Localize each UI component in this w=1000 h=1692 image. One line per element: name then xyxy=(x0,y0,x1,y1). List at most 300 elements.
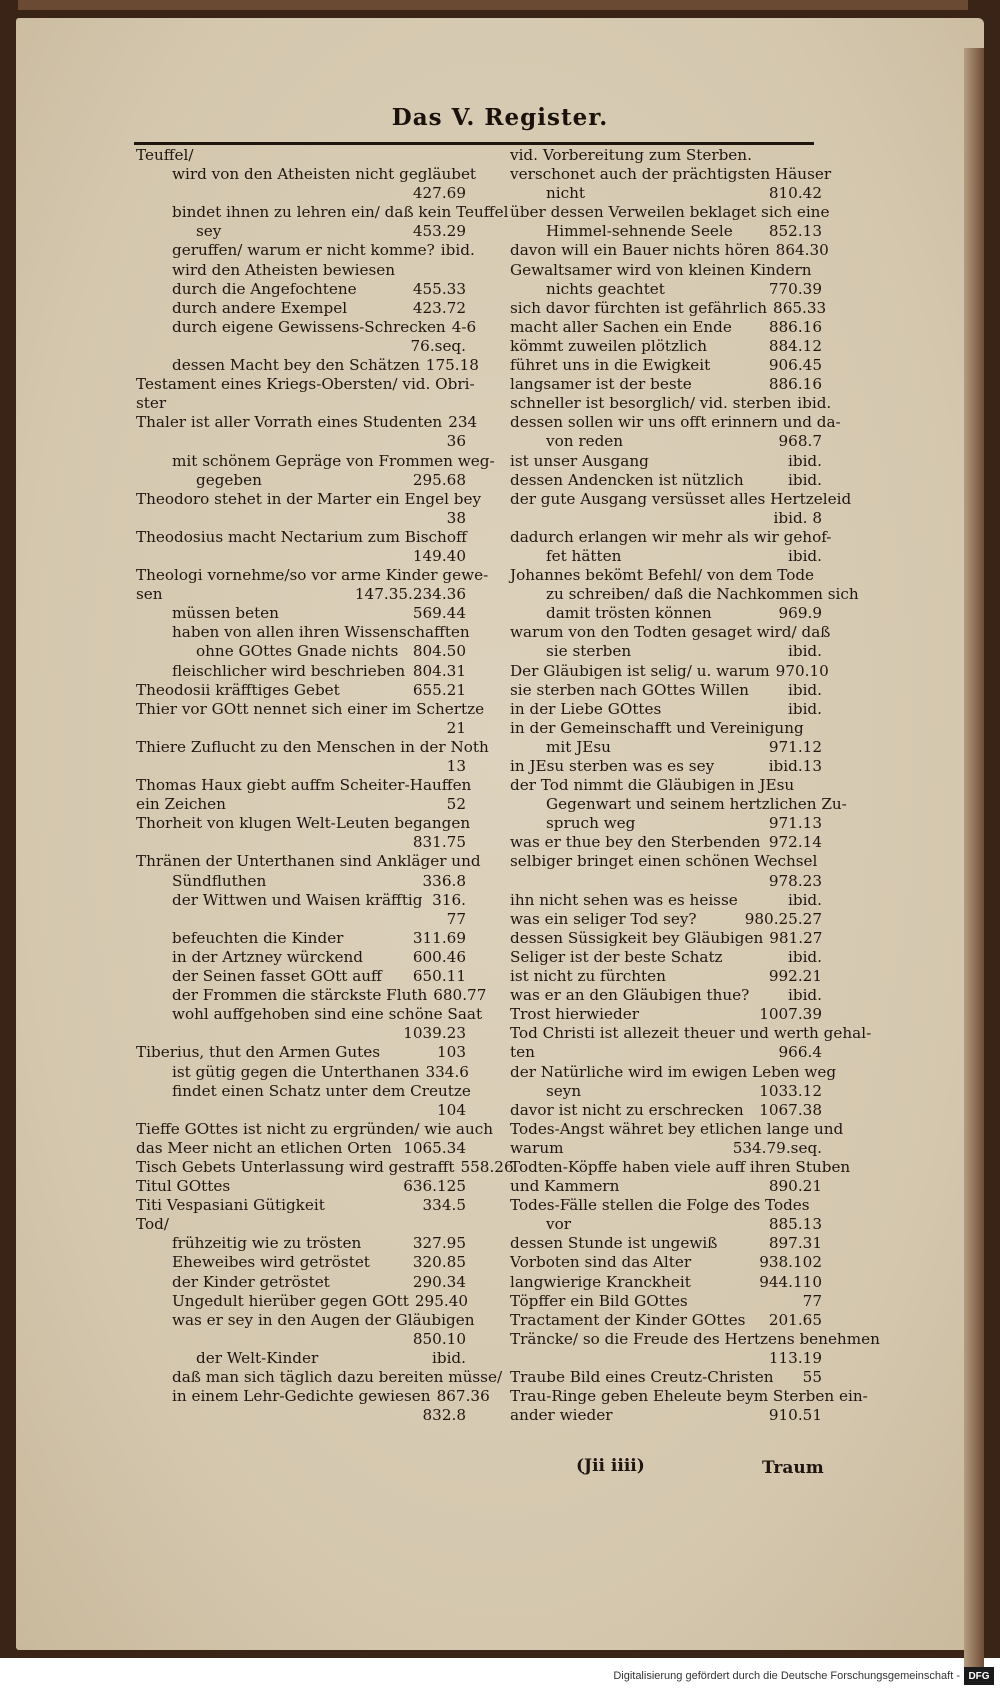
index-entry-page: 534.79.seq. xyxy=(732,1138,822,1157)
index-entry xyxy=(510,1139,822,1158)
index-entry xyxy=(136,623,470,642)
index-entry-text: fleischlicher wird beschrieben xyxy=(172,661,406,680)
index-entry-text: Traube Bild eines Creutz-Christen xyxy=(510,1368,774,1386)
index-entry xyxy=(510,814,822,833)
index-entry-page: ibid. xyxy=(797,394,832,413)
index-entry xyxy=(510,165,832,184)
index-entry-page: ibid. xyxy=(788,890,822,909)
index-entry-page: ibid. xyxy=(440,241,475,260)
index-entry-text: Theodosii kräfftiges Gebet xyxy=(136,680,340,699)
index-entry-page: 804.31 xyxy=(412,661,466,680)
index-entry-page: 320.85 xyxy=(412,1253,466,1272)
index-entry xyxy=(510,298,827,318)
index-entry xyxy=(136,1119,494,1139)
index-entry xyxy=(510,566,822,585)
index-entry-page: 978.23 xyxy=(768,871,822,890)
index-entry-page: 992.21 xyxy=(768,967,822,986)
index-entry-text: der gute Ausgang versüsset alles Hertzeleid xyxy=(510,489,852,508)
index-entry-page: 971.13 xyxy=(768,814,822,833)
index-entry xyxy=(136,337,466,356)
index-entry xyxy=(510,967,822,986)
index-entry-text: damit trösten können xyxy=(546,604,712,623)
index-entry-text: Vorboten sind das Alter xyxy=(510,1253,692,1272)
index-entry xyxy=(136,547,466,566)
index-entry xyxy=(136,1215,466,1234)
index-entry-text: Theodoro stehet in der Marter ein Engel bey xyxy=(136,489,482,508)
sheet-signature: (Jii iiii) xyxy=(576,1456,645,1476)
index-entry xyxy=(136,910,466,929)
index-entry xyxy=(136,814,471,833)
index-entry-page: ibid. 8 xyxy=(773,508,822,527)
index-entry-text: warum von den Todten gesaget wird/ daß xyxy=(510,623,831,642)
index-entry-page: ibid. xyxy=(788,680,822,699)
index-entry xyxy=(510,700,822,719)
index-entry-text: sich davor fürchten ist gefährlich xyxy=(510,298,768,317)
index-entry-text: dessen Süssigkeit bey Gläubigen xyxy=(510,928,764,947)
index-entry xyxy=(510,891,822,910)
index-entry xyxy=(510,1387,868,1406)
index-entry-text: was er thue bey den Sterbenden xyxy=(510,833,761,852)
index-entry-text: der Tod nimmt die Gläubigen in JEsu xyxy=(510,776,795,795)
index-entry-text: Ungedult hierüber gegen GOtt xyxy=(172,1291,409,1310)
index-entry xyxy=(136,1043,466,1062)
index-entry-text: durch die Angefochtene xyxy=(172,279,357,298)
index-entry xyxy=(136,1387,490,1406)
index-entry xyxy=(136,719,466,738)
index-entry xyxy=(510,833,822,852)
index-entry-text: Todten-Köpffe haben viele auff ihren Stuben xyxy=(510,1157,851,1176)
index-entry-text: Titi Vespasiani Gütigkeit xyxy=(136,1196,325,1215)
index-entry-page: 910.51 xyxy=(768,1406,822,1425)
index-entry-page: 971.12 xyxy=(768,737,822,756)
index-entry xyxy=(136,1081,471,1101)
index-entry-page: 427.69 xyxy=(412,184,466,203)
index-entry-text: mit schönem Gepräge von Frommen weg- xyxy=(172,451,495,470)
index-entry-text: Tractament der Kinder GOttes xyxy=(510,1310,746,1329)
index-entry xyxy=(136,184,466,203)
index-entry xyxy=(510,1311,822,1330)
index-entry xyxy=(510,146,822,165)
index-entry-text: dadurch erlangen wir mehr als wir gehof- xyxy=(510,527,832,546)
index-entry-page: 569.44 xyxy=(412,604,466,623)
index-entry-page: 865.33 xyxy=(773,298,827,317)
index-entry-page: 336.8 xyxy=(422,871,466,890)
index-entry-text: Teuffel/ xyxy=(136,146,194,164)
index-entry-page: 334.6 xyxy=(425,1062,469,1081)
index-entry xyxy=(510,1349,822,1368)
index-entry xyxy=(136,528,466,547)
index-entry xyxy=(510,241,829,260)
index-entry-text: Thränen der Unterthanen sind Ankläger und xyxy=(136,852,481,871)
index-entry-text: von reden xyxy=(546,432,624,451)
index-entry-text: davon will ein Bauer nichts hören xyxy=(510,241,770,260)
index-entry-text: geruffen/ warum er nicht komme? xyxy=(172,241,435,260)
index-entry-text: Testament eines Kriegs-Obersten/ vid. Obri- xyxy=(136,375,475,394)
index-entry-text: befeuchten die Kinder xyxy=(172,928,344,947)
index-entry xyxy=(136,165,477,184)
index-entry-page: 234 xyxy=(448,413,478,432)
index-entry-text: schneller ist besorglich/ vid. sterben xyxy=(510,394,792,413)
index-entry xyxy=(136,1139,466,1158)
index-entry-text: Thiere Zuflucht zu den Menschen in der Noth xyxy=(136,737,489,756)
index-entry-text: Tieffe GOttes ist nicht zu ergründen/ wie auch xyxy=(136,1119,494,1138)
index-entry-page: 938.102 xyxy=(759,1253,822,1272)
index-entry xyxy=(136,1253,466,1272)
index-entry-text: Todes-Angst währet bey etlichen lange und xyxy=(510,1119,844,1138)
index-entry-text: in der Liebe GOttes xyxy=(510,699,662,718)
index-entry-page: ibid.13 xyxy=(768,757,822,775)
index-entry-text: haben von allen ihren Wissenschafften xyxy=(172,623,470,642)
index-entry xyxy=(136,1062,469,1082)
index-entry-text: Todes-Fälle stellen die Folge des Todes xyxy=(510,1196,810,1215)
index-entry-text: das Meer nicht an etlichen Orten xyxy=(136,1138,392,1157)
index-entry-text: Töpffer ein Bild GOttes xyxy=(510,1291,688,1310)
index-entry-page: 636.125 xyxy=(403,1177,466,1196)
index-entry-page: 13 xyxy=(446,757,466,775)
index-entry xyxy=(136,1177,466,1196)
index-entry xyxy=(510,375,822,394)
index-entry-page: ibid. xyxy=(788,470,822,489)
index-entry-page: 770.39 xyxy=(768,279,822,298)
index-entry-text: Thaler ist aller Vorrath eines Studenten xyxy=(136,413,443,432)
index-entry-text: Seliger ist der beste Schatz xyxy=(510,947,723,966)
index-entry xyxy=(136,1234,466,1253)
index-entry xyxy=(510,929,822,948)
index-entry xyxy=(510,1292,822,1311)
index-entry-text: durch andere Exempel xyxy=(172,298,348,317)
index-entry-page: 104 xyxy=(437,1100,466,1119)
index-entry xyxy=(510,852,822,871)
index-entry-text: der Frommen die stärckste Fluth xyxy=(172,986,428,1005)
index-entry-page: 810.42 xyxy=(768,184,822,203)
index-entry-text: Tod Christi ist allezeit theuer und werth gehal- xyxy=(510,1024,872,1043)
index-entry xyxy=(510,471,822,490)
index-entry xyxy=(136,241,475,260)
index-entry-text: verschonet auch der prächtigsten Häuser xyxy=(510,165,832,184)
index-entry-text: fet hätten xyxy=(546,546,622,565)
index-entry xyxy=(136,413,478,432)
index-entry-text: in der Artzney würckend xyxy=(172,947,364,966)
index-entry-text: mit JEsu xyxy=(546,737,611,756)
index-entry xyxy=(510,661,829,681)
index-entry xyxy=(136,1291,469,1311)
index-column-left xyxy=(136,146,514,1425)
index-entry-text: dessen Macht bey den Schätzen xyxy=(172,356,420,375)
index-entry xyxy=(136,1101,466,1120)
index-entry-page: 316. xyxy=(432,890,466,909)
index-entry xyxy=(136,642,466,661)
index-entry xyxy=(510,1215,822,1234)
index-entry-page: 38 xyxy=(446,508,466,527)
index-entry-text: selbiger bringet einen schönen Wechsel xyxy=(510,852,818,871)
index-entry-page: 201.65 xyxy=(768,1310,822,1329)
index-entry-page: 906.45 xyxy=(768,356,822,375)
index-entry-text: langsamer ist der beste xyxy=(510,375,692,394)
index-entry-text: warum xyxy=(510,1138,564,1157)
index-entry-page: 886.16 xyxy=(768,375,822,394)
index-entry xyxy=(510,318,822,337)
index-entry xyxy=(136,929,466,948)
index-entry xyxy=(136,1330,466,1349)
index-entry-page: 327.95 xyxy=(412,1234,466,1253)
index-entry xyxy=(136,737,489,757)
index-entry xyxy=(510,222,822,241)
index-entry xyxy=(136,681,466,700)
index-entry xyxy=(136,489,482,509)
index-entry xyxy=(510,261,822,280)
index-entry xyxy=(136,1157,514,1177)
index-entry-text: Tisch Gebets Unterlassung wird gestrafft xyxy=(136,1157,455,1176)
index-entry-page: 890.21 xyxy=(768,1177,822,1196)
index-entry-page: 453.29 xyxy=(412,222,466,241)
index-entry xyxy=(510,604,822,623)
index-entry xyxy=(510,948,822,967)
index-entry xyxy=(510,1082,822,1101)
index-entry-text: der Wittwen und Waisen kräfftig xyxy=(172,890,423,909)
index-entry xyxy=(510,280,822,299)
index-entry-page: 175.18 xyxy=(425,356,479,375)
digitization-footer xyxy=(0,1664,1000,1692)
index-entry xyxy=(136,699,485,719)
index-entry xyxy=(510,337,822,356)
index-entry-text: vor xyxy=(546,1215,571,1234)
index-entry xyxy=(136,1273,466,1292)
index-entry-page: ibid. xyxy=(788,546,822,565)
index-entry-text: Eheweibes wird getröstet xyxy=(172,1253,370,1272)
index-entry-page: 655.21 xyxy=(412,680,466,699)
catchword: Traum xyxy=(762,1458,824,1478)
index-entry-page: 1039.23 xyxy=(403,1024,466,1043)
index-entry xyxy=(510,203,830,222)
index-entry-page: ibid. xyxy=(788,451,822,470)
index-entry-page: 944.110 xyxy=(759,1272,822,1291)
index-entry-page: 804.50 xyxy=(412,642,466,661)
index-entry-page: 886.16 xyxy=(768,317,822,336)
index-entry-page: 149.40 xyxy=(412,546,466,565)
index-entry-page: 55 xyxy=(802,1368,822,1386)
index-entry-page: 980.25.27 xyxy=(744,909,822,928)
running-head: Das V. Register. xyxy=(391,104,609,131)
index-entry xyxy=(510,1329,880,1349)
binding-edge-top xyxy=(18,0,968,10)
index-entry-page: 311.69 xyxy=(412,928,466,947)
index-entry-text: seyn xyxy=(546,1081,582,1100)
index-entry-text: langwierige Kranckheit xyxy=(510,1272,691,1291)
index-entry xyxy=(510,184,822,203)
index-entry xyxy=(510,413,841,432)
index-entry xyxy=(136,566,489,585)
index-entry-text: ist unser Ausgang xyxy=(510,451,649,470)
index-entry xyxy=(510,1062,837,1082)
index-entry-text: davor ist nicht zu erschrecken xyxy=(510,1100,744,1119)
index-entry-text: Gegenwart und seinem hertzlichen Zu- xyxy=(546,795,847,814)
index-entry-text: wird von den Atheisten nicht gegläubet xyxy=(172,165,477,184)
index-entry xyxy=(136,1368,503,1387)
index-entry-page: ibid. xyxy=(788,986,822,1005)
index-entry-page: ibid. xyxy=(788,699,822,718)
index-entry-page: 966.4 xyxy=(778,1043,822,1062)
footer-credit: Digitalisierung gefördert durch die Deutsche Forschungsgemeinschaft - xyxy=(613,1670,960,1682)
index-entry-text: müssen beten xyxy=(172,604,279,623)
index-entry-text: ihn nicht sehen was es heisse xyxy=(510,890,738,909)
index-entry-page: 455.33 xyxy=(412,279,466,298)
index-entry xyxy=(510,738,822,757)
index-entry-text: Thorheit von klugen Welt-Leuten begangen xyxy=(136,814,471,833)
index-entry xyxy=(136,757,466,776)
index-entry xyxy=(510,776,822,795)
index-entry xyxy=(510,986,822,1005)
index-entry-text: dessen Andencken ist nützlich xyxy=(510,470,744,489)
index-entry-text: ster xyxy=(136,394,167,413)
index-entry-text: Sündfluthen xyxy=(172,871,267,890)
index-entry-text: sie sterben xyxy=(546,642,632,661)
index-entry-text: über dessen Verweilen beklaget sich eine xyxy=(510,203,830,222)
index-entry-text: macht aller Sachen ein Ende xyxy=(510,317,732,336)
index-entry xyxy=(136,451,495,471)
index-entry xyxy=(136,1024,466,1043)
index-entry-text: der Kinder getröstet xyxy=(172,1272,330,1291)
index-entry-page: 147.35.234.36 xyxy=(354,585,466,604)
index-entry-text: was ein seliger Tod sey? xyxy=(510,909,697,928)
index-entry xyxy=(136,261,466,280)
index-entry-page: 867.36 xyxy=(436,1387,490,1406)
index-entry xyxy=(136,203,509,222)
index-entry-text: Theologi vornehme/so vor arme Kinder gewe- xyxy=(136,566,489,585)
index-entry xyxy=(510,719,822,738)
index-entry-text: was er sey in den Augen der Gläubigen xyxy=(172,1310,475,1329)
index-entry-page: 1067.38 xyxy=(759,1100,822,1119)
index-entry-text: Der Gläubigen ist selig/ u. warum xyxy=(510,661,770,680)
index-entry-page: 650.11 xyxy=(412,967,466,986)
index-entry xyxy=(510,681,822,700)
index-entry-page: 558.26 xyxy=(460,1157,514,1176)
index-entry-text: der Welt-Kinder xyxy=(196,1348,319,1367)
index-entry-text: bindet ihnen zu lehren ein/ daß kein Teuffel xyxy=(172,203,509,222)
index-entry-page: 77 xyxy=(446,909,466,928)
index-column-right xyxy=(510,146,880,1425)
index-entry xyxy=(510,1234,822,1253)
index-entry xyxy=(510,1273,822,1292)
index-entry-text: ist gütig gegen die Unterthanen xyxy=(172,1062,420,1081)
index-entry-page: 1033.12 xyxy=(759,1081,822,1100)
index-entry-text: Trau-Ringe geben Eheleute beym Sterben ein- xyxy=(510,1387,868,1406)
index-entry xyxy=(136,604,466,623)
index-entry-text: Johannes bekömt Befehl/ von dem Tode xyxy=(510,566,815,585)
index-entry-text: frühzeitig wie zu trösten xyxy=(172,1234,362,1253)
index-entry xyxy=(136,833,466,852)
index-entry-page: 295.40 xyxy=(414,1291,469,1310)
index-entry xyxy=(136,1005,483,1024)
index-entry xyxy=(510,1368,822,1387)
index-entry xyxy=(136,891,466,910)
index-entry xyxy=(136,509,466,528)
index-entry-text: kömmt zuweilen plötzlich xyxy=(510,336,707,355)
index-entry-text: ander wieder xyxy=(510,1406,613,1425)
index-entry-text: der Seinen fasset GOtt auff xyxy=(172,967,382,986)
index-entry-text: daß man sich täglich dazu bereiten müsse/ xyxy=(172,1368,503,1386)
index-entry xyxy=(510,757,822,776)
index-entry-text: in JEsu sterben was es sey xyxy=(510,757,715,775)
index-entry-page: 968.7 xyxy=(778,432,822,451)
index-entry xyxy=(136,375,475,394)
index-entry-text: ist nicht zu fürchten xyxy=(510,967,666,986)
index-entry-text: Gewaltsamer wird von kleinen Kindern xyxy=(510,260,812,279)
index-entry xyxy=(510,547,822,566)
index-entry xyxy=(510,910,822,929)
index-entry-text: durch eigene Gewissens-Schrecken xyxy=(172,317,446,336)
index-entry xyxy=(136,1406,466,1425)
index-entry-page: 831.75 xyxy=(412,833,466,852)
index-entry xyxy=(510,1119,844,1139)
index-entry-page: 77 xyxy=(802,1291,822,1310)
index-entry-text: sey xyxy=(196,222,222,241)
index-entry xyxy=(136,394,466,413)
index-entry-text: und Kammern xyxy=(510,1177,620,1196)
index-entry-text: ohne GOttes Gnade nichts xyxy=(196,642,399,661)
index-entry xyxy=(510,1406,822,1425)
index-entry-page: ibid. xyxy=(788,947,822,966)
index-entry-text: sie sterben nach GOttes Willen xyxy=(510,680,749,699)
index-entry xyxy=(510,1157,851,1177)
index-entry-page: 76.seq. xyxy=(410,336,466,355)
dfg-logo-icon: DFG xyxy=(964,1667,994,1685)
index-entry-text: dessen Stunde ist ungewiß xyxy=(510,1234,718,1253)
index-entry-text: Theodosius macht Nectarium zum Bischoff xyxy=(136,527,467,546)
index-entry xyxy=(510,872,822,891)
index-entry xyxy=(510,432,822,451)
index-entry xyxy=(510,1024,872,1043)
index-entry xyxy=(510,489,852,509)
index-entry-text: in der Gemeinschafft und Vereinigung xyxy=(510,718,804,737)
index-entry-text: zu schreiben/ daß die Nachkommen sich xyxy=(546,585,859,604)
index-entry xyxy=(510,795,847,814)
index-entry-page: 850.10 xyxy=(412,1329,466,1348)
index-entry xyxy=(136,1196,466,1215)
index-entry-page: 885.13 xyxy=(768,1215,822,1234)
index-entry-page: 52 xyxy=(446,795,466,814)
index-entry xyxy=(136,1310,475,1330)
index-entry xyxy=(510,394,832,413)
index-entry xyxy=(510,1005,822,1024)
index-entry-text: Titul GOttes xyxy=(136,1177,231,1196)
index-entry xyxy=(136,986,487,1005)
index-entry-page: 600.46 xyxy=(412,947,466,966)
index-entry-page: ibid. xyxy=(432,1348,466,1367)
index-entry-page: ibid. xyxy=(788,642,822,661)
index-entry-page: 36 xyxy=(446,432,466,451)
index-entry-text: ein Zeichen xyxy=(136,795,226,814)
index-entry-text: Thomas Haux giebt auffm Scheiter-Hauffen xyxy=(136,776,472,795)
index-entry-page: 970.10 xyxy=(775,661,829,680)
page-edge-right xyxy=(964,48,984,1668)
index-entry-text: wird den Atheisten bewiesen xyxy=(172,260,396,279)
index-entry-text: der Natürliche wird im ewigen Leben weg xyxy=(510,1062,837,1081)
head-rule xyxy=(134,142,814,145)
index-entry xyxy=(136,1349,466,1368)
index-entry-text: sen xyxy=(136,585,163,604)
index-entry-text: in einem Lehr-Gedichte gewiesen xyxy=(172,1387,431,1406)
index-entry xyxy=(510,509,822,528)
index-entry-page: 969.9 xyxy=(778,604,822,623)
index-entry xyxy=(136,585,466,604)
index-entry-text: Tiberius, thut den Armen Gutes xyxy=(136,1043,380,1062)
index-entry-text: Thier vor GOtt nennet sich einer im Schertze xyxy=(136,699,485,718)
index-entry-page: 680.77 xyxy=(433,986,487,1005)
index-entry-page: 832.8 xyxy=(422,1406,466,1425)
index-entry-text: vid. Vorbereitung zum Sterben. xyxy=(510,146,752,164)
index-entry-page: 897.31 xyxy=(768,1234,822,1253)
index-entry xyxy=(510,356,822,375)
